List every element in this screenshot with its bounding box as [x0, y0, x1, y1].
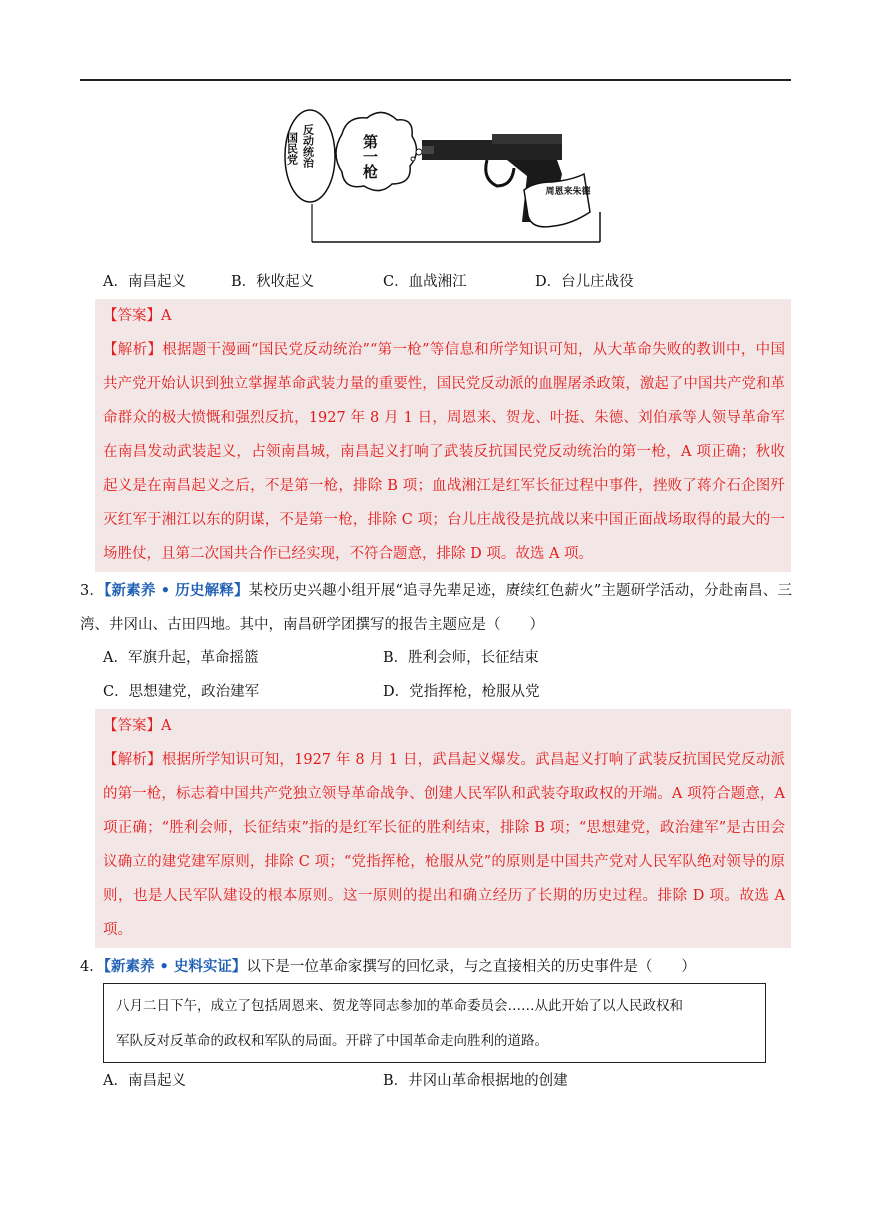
q3-answer-value: A — [161, 718, 172, 734]
cloud-label: 反动统治 — [301, 124, 315, 168]
q2-answer-value: A — [161, 308, 172, 324]
q3-tag: 【新素养 • 历史解释】 — [104, 582, 249, 599]
q3-option-d[interactable]: D．党指挥枪，枪服从党 — [383, 684, 540, 700]
q3-option-c[interactable]: C．思想建党，政治建军 — [103, 684, 260, 700]
q4-quote-line1: 八月二日下午，成立了包括周恩来、贺龙等同志参加的革命委员会……从此开始了以人民政权和 — [116, 998, 683, 1014]
q3-answer-tag: 【答案】 — [103, 718, 161, 734]
q2-explain-text: 根据题干漫画“国民党反动统治”“第一枪”等信息和所学知识可知，从大革命失败的教训中，中国共产党开始认识到独立掌握革命武装力量的重要性，国民党反动派的血腥屠杀政策，激起了中国共产党和革命群众的极大愤慨和强烈反抗，1927 年 8 月 1 日，周恩来、贺龙、叶挺、朱德、刘伯承等人领导革命军在南昌发动武装起义，占领南昌城，南昌起义打响了武装反抗国民党反动统治的第一枪，A 项正确；秋收起义是在南昌起义之后，不是第一枪，排除 B 项；血战湘江是红军长征过程中事件，挫败了蒋介石企图歼灭红军于湘江以东的阴谋，不是第一枪，排除 C 项；台儿庄战役是抗战以来中国正面战场取得的最大的一场胜仗，且第二次国共合作已经实现，不符合题意，排除 D 项。故选 A 项。 — [103, 342, 785, 562]
balloon-label: 国民党 — [285, 132, 299, 165]
q4-number: 4． — [80, 959, 104, 975]
hand-label: 周恩来朱德 — [545, 187, 591, 197]
q4-option-a[interactable]: A．南昌起义 — [103, 1073, 186, 1089]
q2-option-b[interactable]: B．秋收起义 — [231, 274, 315, 290]
q4-tag: 【新素养 • 史料实证】 — [103, 958, 247, 975]
q3-explain-tag: 【解析】 — [103, 752, 162, 768]
q3-option-b[interactable]: B．胜利会师，长征结束 — [383, 650, 539, 666]
q4-quote-line2: 军队反对反革命的政权和军队的局面。开辟了中国革命走向胜利的道路。 — [116, 1033, 548, 1049]
q3-stem — [80, 574, 792, 642]
q2-answer-tag: 【答案】 — [103, 308, 161, 324]
header-rule — [80, 79, 791, 81]
q4-stem — [80, 950, 792, 984]
q2-option-a[interactable]: A．南昌起义 — [103, 274, 186, 290]
q3-answer — [103, 714, 171, 738]
first-shot-cartoon — [272, 104, 602, 246]
q3-option-a[interactable]: A．军旗升起，革命摇篮 — [103, 650, 259, 666]
q2-option-c[interactable]: C．血战湘江 — [383, 274, 467, 290]
q3-explanation — [103, 743, 785, 947]
q2-answer — [103, 304, 171, 328]
q3-number: 3． — [80, 583, 105, 599]
q3-answer-box — [95, 709, 791, 948]
q4-stem-text: 以下是一位革命家撰写的回忆录，与之直接相关的历史事件是（ ） — [246, 959, 696, 975]
q2-answer-box — [95, 299, 791, 572]
q4-option-b[interactable]: B．井冈山革命根据地的创建 — [383, 1073, 568, 1089]
q4-quote-box — [103, 983, 766, 1063]
q3-stem-text: 某校历史兴趣小组开展“追寻先辈足迹，赓续红色薪火”主题研学活动，分赴南昌、三湾、井冈山、古田四地。其中，南昌研学团撰写的报告主题应是（ ） — [80, 583, 792, 633]
q3-explain-text: 根据所学知识可知，1927 年 8 月 1 日，武昌起义爆发。武昌起义打响了武装反抗国民党反动派的第一枪，标志着中国共产党独立领导革命战争、创建人民军队和武装夺取政权的开端。A 项符合题意，A 项正确；“胜利会师，长征结束”指的是红军长征的胜利结束，排除 B 项；“思想建党，政治建军”是古田会议确立的建党建军原则，排除 C 项；“党指挥枪，枪服从党”的原则是中国共产党对人民军队绝对领导的原则，也是人民军队建设的根本原则。这一原则的提出和确立经历了长期的历史过程。排除 D 项。故选 A 项。 — [103, 752, 785, 938]
q2-option-d[interactable]: D．台儿庄战役 — [535, 274, 634, 290]
puff-label: 第一枪 — [361, 134, 379, 179]
q2-explanation — [103, 333, 785, 571]
q2-explain-tag: 【解析】 — [103, 342, 163, 358]
